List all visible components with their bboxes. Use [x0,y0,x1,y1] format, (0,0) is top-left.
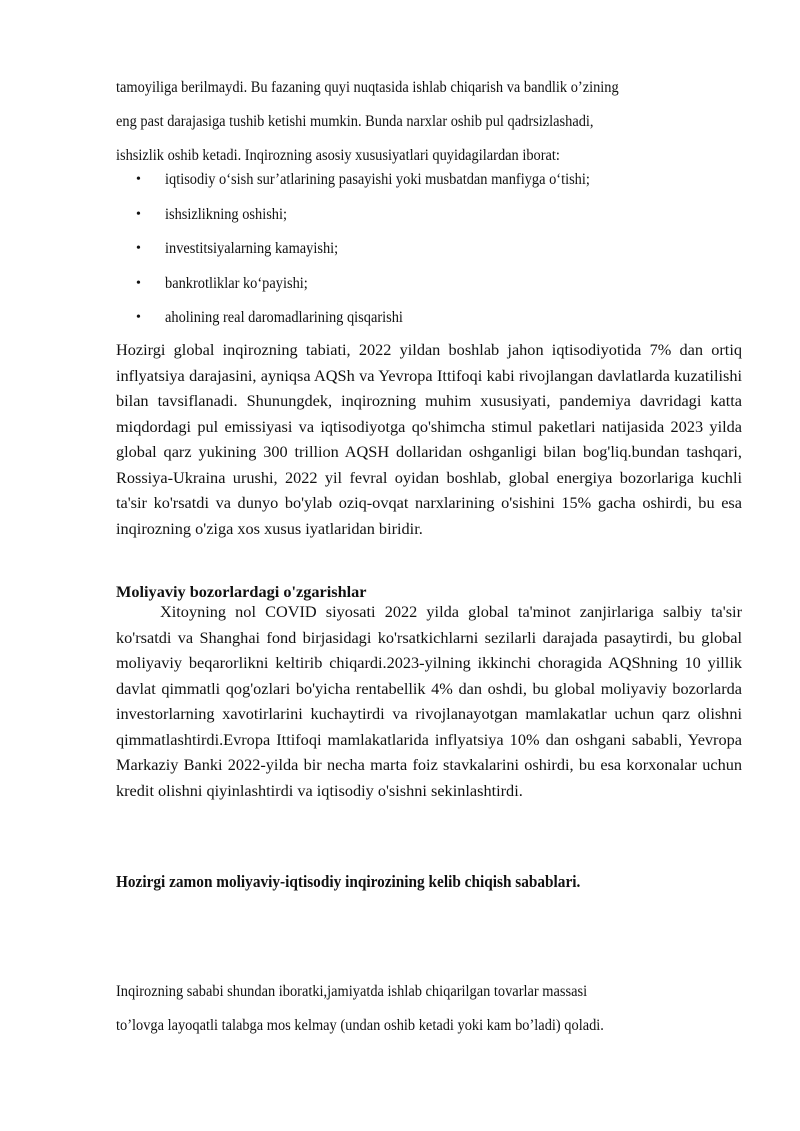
closing-line-2: to’lovga layoqatli talabga mos kelmay (undan oshib ketadi yoki kam bo’ladi) qoladi. [116,1017,604,1034]
list-item [118,274,738,309]
list-item [118,239,738,274]
paragraph-global-crisis: Hozirgi global inqirozning tabiati, 2022 yildan boshlab jahon iqtisodiyotida 7% dan ortiq inflyatsiya darajasini, ayniqsa AQSh va Yevropa Ittifoqi kabi rivojlangan davlatlarda kuzatilishi bilan tavsiflanadi. Shunungdek, inqirozning muhim xususiyati, pandemiya davridagi katta miqdordagi pul emissiyasi va iqtisodiyotga qo'shimcha stimul paketlari natijasida 2023 yilda global qarz yukining 300 trillion AQSH dollaridan oshganligi bilan bog'liq.bundan tashqari, Rossiya-Ukraina urushi, 2022 yil fevral oyidan boshlab, global energiya bozorlariga kuchli ta'sir ko'rsatdi va dunyo bo'ylab oziq-ovqat narxlarining o'sishini 15% gacha oshirdi, bu esa inqirozning o'ziga xos xusus iyatlaridan biridir. [116,340,742,538]
bullet-icon: • [136,275,141,291]
bullet-icon: • [136,241,141,256]
intro-line-1: tamoyiliga berilmaydi. Bu fazaning quyi nuqtasida ishlab chiqarish va bandlik o’zining [116,79,619,96]
bullet-icon: • [136,172,141,187]
list-item-text: aholining real daromadlarining qisqarishi [165,309,403,326]
bullet-icon: • [136,206,141,222]
intro-line-3: ishsizlik oshib ketadi. Inqirozning asosiy xususiyatlari quyidagilardan iborat: [116,147,560,164]
section-heading-markets: Moliyaviy bozorlardagi o'zgarishlar [116,582,367,601]
list-item-text: bankrotliklar ko‘payishi; [165,274,308,292]
bullet-icon: • [136,310,141,325]
features-list [118,170,738,343]
closing-line-1: Inqirozning sababi shundan iboratki,jamiyatda ishlab chiqarilgan tovarlar massasi [116,983,588,1000]
paragraph-markets: Xitoyning nol COVID siyosati 2022 yilda global ta'minot zanjirlariga salbiy ta'sir ko'rsatdi va Shanghai fond birjasidagi ko'rsatkichlarni sezilarli darajada pasaytirdi, bu global moliyaviy beqarorlikni keltirib chiqardi.2023-yilning ikkinchi choragida AQShning 10 yillik davlat qimmatli qog'ozlari bo'yicha rentabellik 4% dan oshdi, bu global moliyaviy bozorlarda investorlarning xavotirlarini kuchaytirdi va rivojlanayotgan mamlakatlar uchun qarz olishni qimmatlashtirdi.Evropa Ittifoqi mamlakatlarida inflyatsiya 10% dan oshgani sababli, Yevropa Markaziy Banki 2022-yilda bir necha marta foiz stavkalarini oshirdi, bu esa korxonalar uchun kredit olishni qiyinlashtirdi va iqtisodiy o'sishni sekinlashtirdi. [116,602,742,800]
intro-line-2: eng past darajasiga tushib ketishi mumkin. Bunda narxlar oshib pul qadrsizlashadi, [116,113,594,130]
section-heading-causes: Hozirgi zamon moliyaviy-iqtisodiy inqirozining kelib chiqish sabablari. [116,872,581,891]
list-item-text: iqtisodiy o‘sish sur’atlarining pasayishi yoki musbatdan manfiyga o‘tishi; [165,171,590,188]
list-item [118,205,738,240]
list-item-text: ishsizlikning oshishi; [165,205,288,223]
list-item-text: investitsiyalarning kamayishi; [165,240,339,257]
list-item [118,170,738,205]
